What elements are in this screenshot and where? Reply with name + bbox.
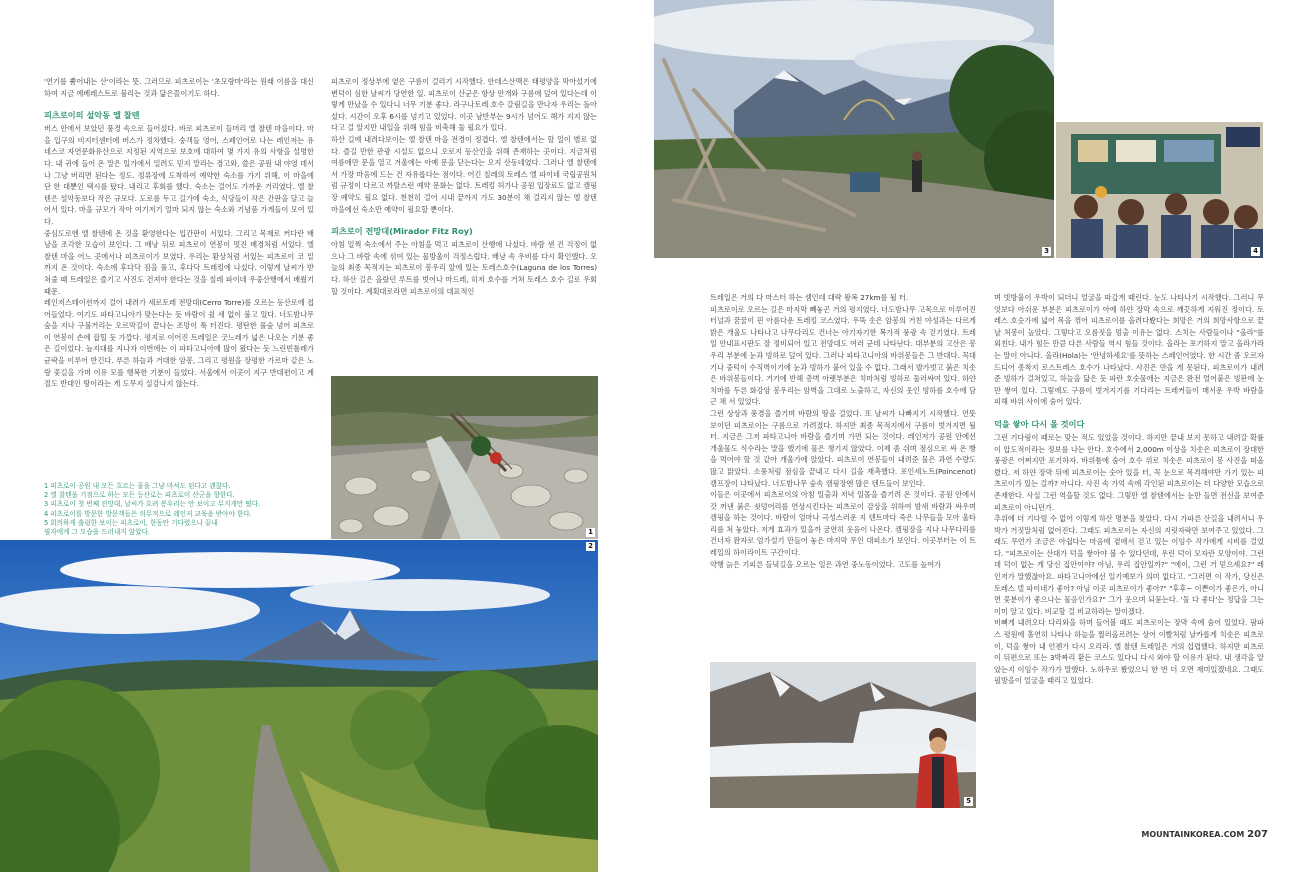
page-footer (1141, 829, 1268, 840)
photo-number: 4 (1253, 247, 1258, 255)
ranger-briefing-illustration (1056, 122, 1263, 258)
photo-number: 3 (1044, 247, 1049, 255)
caption: 필자에게 그 모습을 드러내지 않았다. (44, 528, 151, 537)
photo-3-viewpoint-rainbow (654, 0, 1054, 258)
right-column-3 (710, 292, 976, 570)
frozen-lake-illustration (710, 662, 976, 808)
photo-5-laguna-de-los-tres (710, 662, 976, 808)
caption: 2 엘 찰텐을 기점으로 하는 모든 등산로는 피츠로이 산군을 향한다. (44, 491, 235, 500)
paragraph: 피츠로이로 오르는 길은 마지막 빼놓곤 거의 평지였다. 너도밤나무 고목으로 이루어진 터널과 꿈꿀이 핀 아름다운 트레킹 코스였다. 우뚝 솟은 암봉의 거친 야성과는 다르게 밝은 개울도 나타나고 나무다리도 건너는 아기자기한 복가적 풍광 속 걷기였다. 트레일 안내표시판도 잘 정비되어 있고 전망대도 여러 군데 나타난다. 대부분의 고산은 봉우리 부분에 눈과 빙하로 덮여 있다. 그러나 파타고니아의 바위봉들은 그 반대다. 꼭대기나 중턱이 수직벽이기에 눈과 빙하가 붙어 있을 수 없다. 그래서 발가벗고 붉은 치솟은 바위봉들이다. 거기에 반해 층벽 아랫부분은 치마처럼 빙하로 둘러싸여 있다. 하얀 치마를 두른 화강암 봉우리는 암벽을 그대로 노출하고, 자신의 웃인 빙하를 호수에 담근 채 서 있었다. (710, 304, 976, 407)
paragraph: 중심도로엔 엘 찰텐에 온 것을 환영한다는 입간판이 서있다. 그리고 목재로 커다란 배낭을 조각한 모습이 보인다. 그 배낭 뒤로 피츠로이 연봉이 멋진 배경처럼 서있다. 엘 찰텐 마을 어느 곳에서나 피츠로이가 보였다. 우리는 환상처럼 서있는 피츠로이 코 밑까지 온 것이다. 숙소에 후다닥 짐을 풀고, 후다닥 트레킹에 나섰다. 이렇게 날씨가 받쳐줄 때 트레일은 즐기고 사진도 건져야 한다는 것을 칠레 파이네 우중산행에서 배웠기 때문. (44, 228, 314, 296)
section-heading-el-chalten: 피츠로이의 설악동 엘 찰텐 (44, 110, 140, 121)
left-column-1 (44, 76, 314, 390)
paragraph: 레인저스테이션까지 걸어 내려가 세로토레 전망대(Cerro Torre)를 오르는 등산로에 접어들었다. 여기도 파타고니아가 맞는다는 듯 바람이 쉴 새 없이 불고 있다. 너도밤나무 숲을 지나 구불거리는 오르막길이 끝나는 조망이 툭 터진다. 평탄한 풀숲 넘어 피츠로이 연봉이 손에 잡힐 듯 가깝다. 평지로 이어진 트레일은 굿느레가 넓은 나오는 기분 좋은 길이었다. 늪지대를 지나자 이번에는 이 파타고니아에 많이 왔다는 듯 느린빈틀레가 균락을 이루어 반긴다. 푸른 하늘과 거대한 암봉, 그리고 평원을 장평한 가르마 같은 노랑 꽃길을 가며 이유 모를 행복한 기분이 들었다. 서울에서 이곳이 지구 반대편이고 계절도 반대인 땅이라는 게 도무지 실감나지 않는다. (44, 298, 314, 389)
river-bridge-illustration (331, 376, 598, 539)
caption: 3 피츠로이 첫 번째 전망대, 날씨가 흐려 봉우리는 안 보이고 무지개만 떴다. (44, 500, 261, 509)
section-heading-return: 덕을 쌓아 다시 올 것이다 (994, 418, 1085, 429)
photo-number: 1 (588, 528, 593, 536)
paragraph: 비뼈게 내려오다 다리와을 하며 들어볼 때도 피츠로이는 장막 속에 숨어 있었다. 팜파스 평원에 홀연히 나타나 하늘을 찔러올르려는 상어 이빨처럼 날카롭게 치솟은 피츠로이, 덕을 쌓아 내 언젠가 다시 오리라. 엘 찰텐 트레일은 거의 섭렵했다. 하지만 피츠로이 뒤편으로 또는 3박짜리 환든 코스도 있다니 다시 와야 할 이유가 된다. 내 생각을 알았는지 이임수 작가가 말했다. 노하우로 봤었으니 한 번 더 오면 재미있겠네요. 그때도 필방을이 얼굴을 때리고 있었다. (994, 618, 1264, 686)
photo-number: 5 (966, 797, 971, 805)
paragraph: 며 빗방울이 우박이 되더니 얼굴을 따갑게 때린다. 눈도 나타나기 시작했다. 그러니 무엇보다 아쉬운 부분은 피츠로이가 아예 하얀 장막 속으로 깨끗하게 지워진 정이다. 토레스 호숫가에 넓어 목을 꺾어 피츠로이를 올려다봤다는 희망은 거의 희망사항으로 끝날 처봉이 높았다. 그렇다고 오름짓을 멈출 이유는 없다. 스치는 사람들이나 "올라"를 외친다. 내가 힘든 만큼 다른 사람들 역시 힘들 것이다. 올라는 포기하지 말고 올라가라는 말이 아니다. 올라(Hola)는 '안녕하세요'를 뜻하는 스페인어였다. 한 시간 좀 오르자 드디어 종착지 로스트레스 호수가 나타났다. 사진은 만을 게 못된다. 피츠로이가 내려준 빙하가 걸쳐있고, 하늘을 닮은 듯 파란 호숫물에는 지금은 완전 얼어붙은 빙판에 눈만 쌓여 있다. 그렇에도 구름이 벗겨지기를 기다리는 트레커들이 매서운 우박 바람을 피해 바위 사이에 숨어 있다. (994, 293, 1264, 407)
paragraph: 트레일은 거의 다 마스터 하는 셈인데 대략 왕복 27km를 될 터. (710, 293, 909, 302)
caption: 5 회의하게 출렁한 보이는 피츠로이, 한동안 기다렸으나 끝내 (44, 518, 218, 527)
paragraph: 그런 기다림이 때로는 맞는 적도 있었을 것이다. 하지만 끝내 보지 못하고 내려갈 확률이 압도적이라는 정보를 나는 안다. 호수에서 2,000m 이상을 치솟은 피츠로이 장대한 풍광은 어쩌지만 포기하자. 바위틈에 숨어 호수 위로 치솟은 피츠로이 봉 사진을 떠올렸다. 저 하얀 장막 뒤에 피츠로이는 숫아 있을 터, 꼭 눈으로 목격해야만 가기 있는 피츠로이가 있는 걸까? 아니다. 사진 속 가억 속에 각인된 피츠로이는 더 다양한 모습으로 존재한다. 사실 그런 역을할 것도 없다. 그렇만 엘 찰텐에서는 눈만 들면 전신을 보여준 피츠로이 아니던가. (994, 432, 1264, 512)
paragraph: 피츠로이 정상부에 옅은 구름이 걸리기 시작했다. 안데스산맥은 태평양을 막아섰기에 변덕이 심한 날씨가 당연한 일. 피츠로이 산군은 항상 안개와 구름에 덮여 있다는데 이렇게 만났을 수 있다니 너무 기분 좋다. 라구나토레 호수 갈림길을 만나자 우리는 돌아섰다. 시간이 오후 6시를 넘기고 있었다. 이곳 남반부는 9시가 넘어도 해가 지지 않는다고 걸 알지만 내일을 위해 힘을 비축해 둘 필요가 있다. (331, 77, 597, 133)
paragraph: 약행 늙은 기피른 들녘길을 오르는 일은 과연 중노동이었다. 고도를 높여가 (710, 559, 942, 569)
paragraph: 아침 일찍 숙소에서 주는 아침을 먹고 피츠로이 산행에 나섰다. 바람 센 건 걱정이 없으나 그 바람 속에 섞여 있는 물방울이 걱정스럽다. 배낭 속 우비를 다시 확인했다. 오늘의 최종 목적지는 피츠로이 봉우리 앞에 있는 토레스호수(Laguna de los Torres)다. 하산 길은 올랐던 루트를 벗어나 마드레, 히저 호수를 거쳐 토레스 호수 길로 우회할 것이다. 계획대로라면 피츠로이의 대표적인 (331, 240, 597, 296)
paragraph: 추위에 더 기다릴 수 없어 이렇게 하산 명분을 찾았다. 다시 가파른 산길을 내려서니 우박가 거짓말처럼 없어진다. 그래도 피츠로이는 자신의 지릿자락만 보여주고 있었다. 그래도 무언가 조금은 아쉽다는 마음에 곁에서 걷고 있는 이임수 작가에게 시비를 걸었다. "피츠로이는 산대가 덕을 쌓아야 볼 수 있다던데, 우린 덕이 모자란 모양이야. 그런데 덕이 없는 게 당신 집안이야? 아님, 우리 집안일까?" "에이, 그런 거 믿으세요?" 레인저가 말했잖아요. 파타고니아에선 일기예보가 의미 없다고. "그러면 이 작가, 당신은 토레스 델 파이네가 좋아? 아님 이곳 피츠로이가 좋아?" "후후~ 이쁜이가 좋은가, 아니면 꽃분이가 좋으나는 물음인가요?" 그가 웃으며 되묻는다. '둘 다 좋다'는 정답을 그는 이미 알고 있다. 비교할 걸 비교하라는 말이겠다. (994, 514, 1264, 616)
photo-number: 2 (588, 542, 593, 550)
photo-4-ranger-briefing (1056, 122, 1263, 258)
paragraph: 하산 길에 내려다보이는 엘 찰텐 마을 전경이 정겹다. 엘 찰텐에서는 할 일이 별로 없다. 즐길 만한 관광 시설도 없으니 오로지 등산인을 위해 존재하는 곳이다. 지금처럼 여름에만 문을 열고 겨울에는 아예 문을 닫는다는 오지 산동네였다. 그러나 엘 찰텐에서 가장 마음에 드는 건 자유롭다는 점이다. 어긴 칠레의 토레스 엘 파이네 국립공원처럼 규정이 다르고 까탈스런 예약 문화는 없다. 트레킹 허가나 공원 입장료도 없고 캠핑장 예약도 필요 없다. 천천히 걸어 시내 끝까지 가도 30분이 채 걸리지 않는 엘 찰텐 마을에선 숙소만 예약이 필요할 뿐이다. (331, 134, 597, 214)
viewpoint-landscape-illustration (654, 0, 1054, 258)
trail-landscape-illustration (0, 540, 598, 872)
right-column-4 (994, 292, 1264, 687)
left-column-2 (331, 76, 597, 297)
paragraph: 버스 안에서 보았던 풍경 속으로 들어섰다. 바로 피츠로이 들머리 엘 찰텐 마을이다. 마을 입구의 비지터센터에 버스가 정차했다. 숭객들 영어, 스페인어로 나는 레인저는 유네스코 자연문화유산으로 지정된 지역으로 보호에 대하여 몇 가지 유의 사항을 설명한다. 내 귀에 들어 온 말은 일가에서 밀려도 믿지 말라는 경고와, 쓸은 공원 내 야영 데서나 그냥 버리면 된다는 정도. 정류장에 도착하여 예약한 숙소를 가기 위해, 이 마을에 단 한 대뿐인 택시를 탔다. 내리고 후회를 했다. 숙소는 걸어도 가까운 거리였다. 엘 찰텐은 설악동보다 작은 규모다. 도로를 두고 길가에 숙소, 식당들이 작은 간판을 달고 늘어서 있다. 마을 규모가 작아 여기저기 얼마 되지 않는 숙소와 기념품 가게들이 모여 있다. (44, 124, 314, 226)
paragraph: 이들은 이곳에서 피츠로이의 아침 일출과 저녁 일몰을 즐기려 온 것이다. 공원 안에서 갓 꺼낸 붉은 쇳덩어리를 연상시킨다는 피츠로이 감상을 위하여 밤새 바람과 싸우며 캠핑을 하는 것이다. 바람이 얼마나 극성스러운 지 텐트마다 죽은 나무들을 모아 울타리를 쳐 놓았다. 저게 효과가 있을까 궁연히 웃음이 나온다. 캠핑장을 지나 나무다리를 건너자 완자로 엄가설기 만들어 놓은 마지막 무인 대피소가 보인다. 이곳부터는 이 트레일의 하이라이트 구간이다. (710, 490, 976, 558)
caption: 1 피츠로이 공원 내 모든 흐르는 물을 그냥 마셔도 된다고 괜찮다. (44, 482, 231, 490)
photo-2-trail-fitz-roy (0, 540, 598, 872)
paragraph: 그런 상상과 풍경을 즐기며 바람의 땅을 걸었다. 또 날씨가 나빠지기 시작했다. 언뜻 보이던 피츠로이는 구름으로 가려졌다. 하지만 최종 목적지에서 구름이 벗겨지면 될 터. 지금은 그저 파타고니아 바람을 즐기며 가면 되는 것이다. 레인저가 공원 안에선 개울물도 식수라는 말을 했기에 물은 챙기지 않았다. 이제 좀 쉬며 점심으로 싸 온 빵을 먹어야 할 것 같아 개울가에 앉았다. 피츠로이 연봉들이 내려준 물은 과연 수량도 많고 맑았다. 소풍처럼 점심을 끝내고 다시 길을 재촉했다. 포인세노트(Poincenot) 캠프장이 나타났다. 너도밤나무 숲속 캠핑장엔 많은 텐트들이 보인다. (710, 408, 976, 488)
page-number: 207 (1247, 829, 1268, 840)
photo-captions (44, 482, 294, 537)
section-heading-mirador: 피츠로이 전망대(Mirador Fitz Roy) (331, 226, 473, 237)
intro-paragraph: '연기를 뿜어내는 산'이라는 뜻. 그러므로 피츠로이는 '초모랑마'라는 원래 이름을 대신하여 지금 에베레스트로 불리는 것과 닮은꼴이기도 하다. (44, 77, 314, 98)
caption: 4 피츠로이를 방문한 방문객들은 의무적으로 레인저 교육을 받아야 한다. (44, 509, 252, 518)
photo-1-river-bridge (331, 376, 598, 539)
footer-site: MOUNTAINKOREA.COM (1141, 830, 1245, 839)
